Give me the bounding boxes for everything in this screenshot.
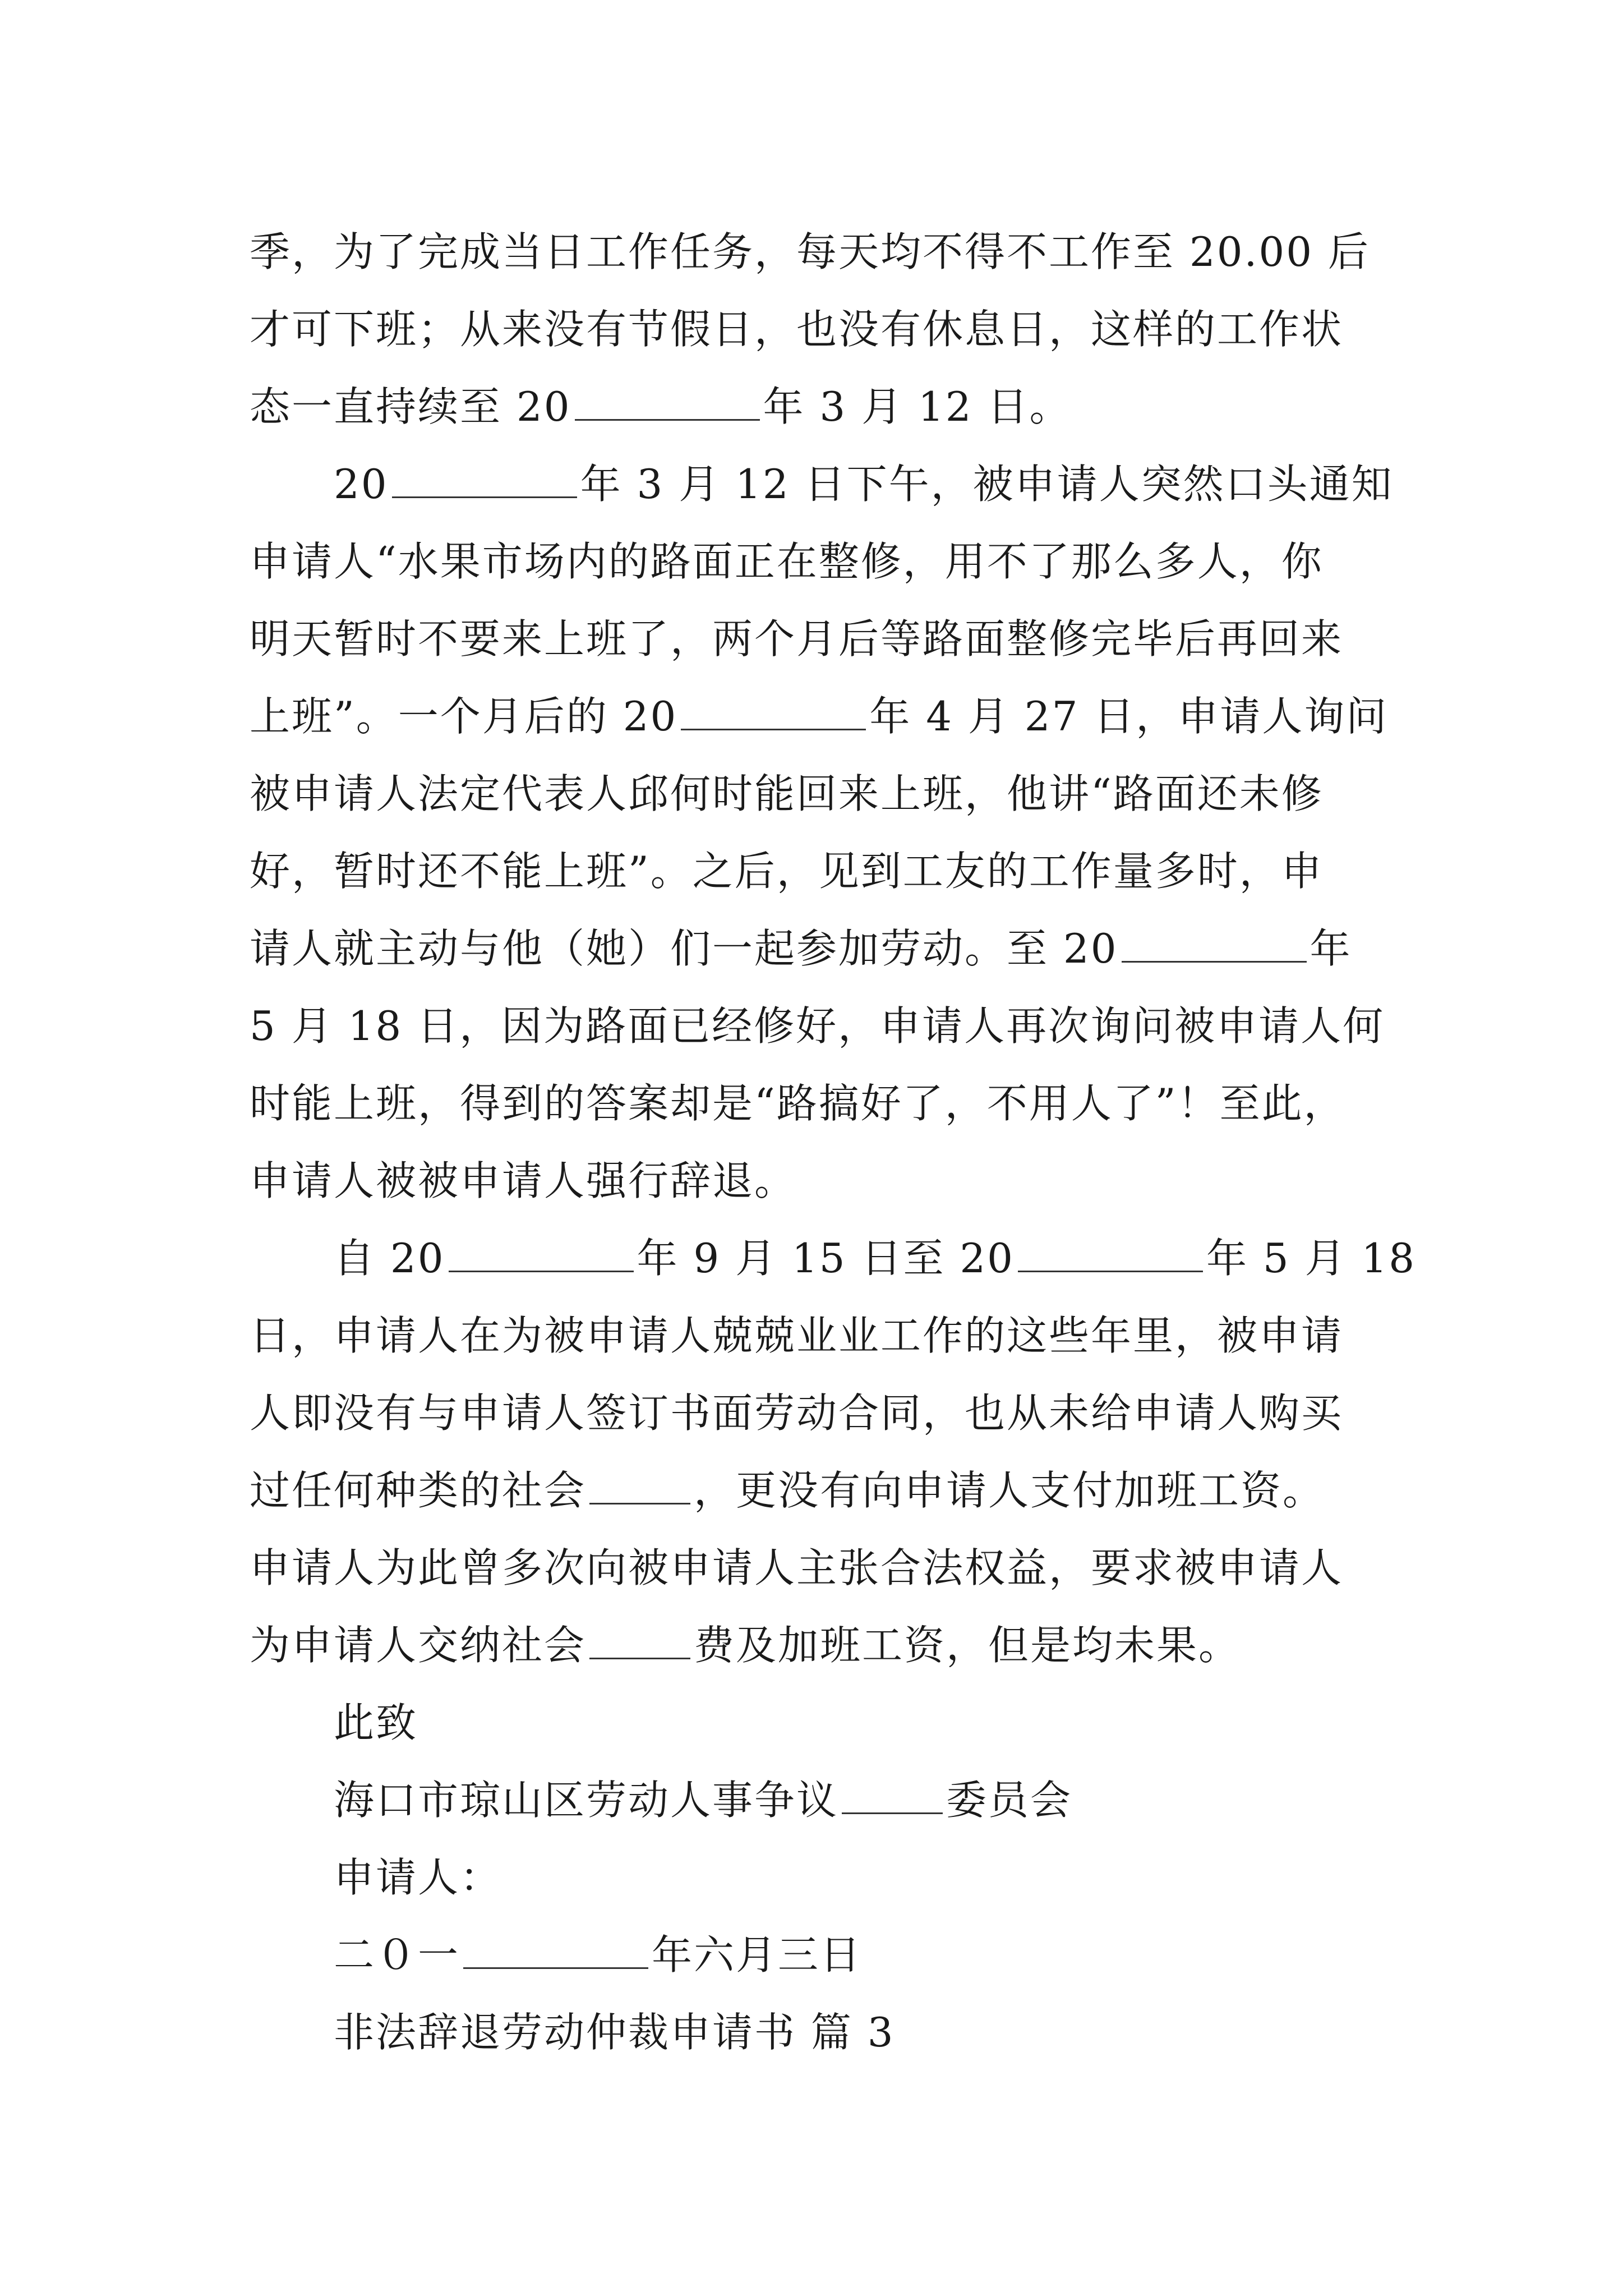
fill-blank [589,1616,690,1659]
fill-blank [392,455,577,498]
text-line: 请人就主动与他（她）们一起参加劳动。至 20 年 [250,910,1394,987]
text-line: 为申请人交纳社会 费及加班工资，但是均未果。 [250,1607,1394,1684]
fill-blank [681,687,866,730]
fill-blank [463,1926,648,1969]
document-page [250,213,1417,2071]
fill-blank [449,1229,634,1272]
salutation: 此致 [334,1699,418,1746]
signing-date: 二０一 年六月三日 [250,1916,1394,1994]
text-line: 申请人“水果市场内的路面正在整修，用不了那么多人，你 [250,538,1324,585]
text-line: 季，为了完成当日工作任务，每天均不得不工作至 20.00 后 [250,228,1370,275]
text-line: 自 20 年 9 月 15 日至 20 年 5 月 18 [250,1220,1394,1297]
fill-blank [1018,1229,1203,1272]
text-line: 好，暂时还不能上班”。之后，见到工友的工作量多时，申 [250,848,1324,895]
text-line: 20 年 3 月 12 日下午，被申请人突然口头通知 [250,445,1394,523]
recipient: 海口市琼山区劳动人事争议 委员会 [250,1761,1394,1839]
text-line: 人即没有与申请人签订书面劳动合同，也从未给申请人购买 [250,1389,1344,1437]
text-line: 5 月 18 日，因为路面已经修好，申请人再次询问被申请人何 [250,1002,1385,1050]
text-line: 申请人被被申请人强行辞退。 [250,1157,797,1204]
fill-blank [842,1771,943,1814]
text-line: 日，申请人在为被申请人兢兢业业工作的这些年里，被申请 [250,1312,1344,1359]
fill-blank [1122,919,1307,963]
fill-blank [575,378,760,421]
text-line: 时能上班，得到的答案却是“路搞好了，不用人了”！至此， [250,1080,1346,1127]
text-line: 过任何种类的社会 ，更没有向申请人支付加班工资。 [250,1452,1394,1529]
text-line: 被申请人法定代表人邱何时能回来上班，他讲“路面还未修 [250,770,1324,817]
next-section-heading: 非法辞退劳动仲裁申请书 篇 3 [334,2009,895,2056]
text-line: 上班”。一个月后的 20 年 4 月 27 日，申请人询问 [250,678,1394,755]
fill-blank [589,1461,690,1504]
text-line: 明天暂时不要来上班了，两个月后等路面整修完毕后再回来 [250,615,1344,662]
text-line: 态一直持续至 20 年 3 月 12 日。 [250,368,1394,445]
applicant-label: 申请人： [334,1854,502,1901]
text-line: 才可下班；从来没有节假日，也没有休息日，这样的工作状 [250,306,1344,353]
text-line: 申请人为此曾多次向被申请人主张合法权益，要求被申请人 [250,1544,1344,1591]
